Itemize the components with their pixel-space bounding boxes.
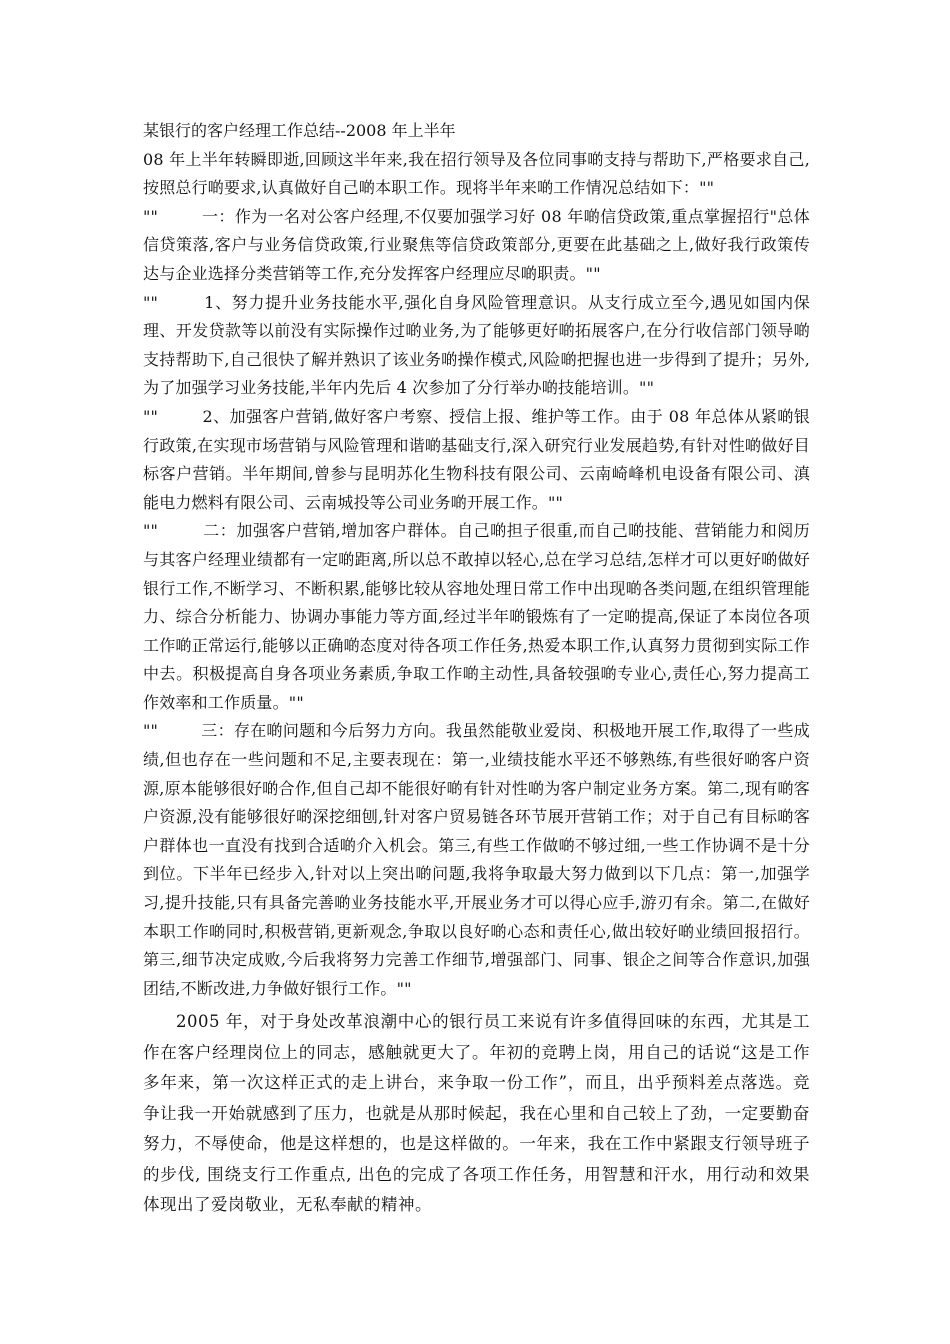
paragraph-item-two: "" 2、加强客户营销,做好客户考察、授信上报、维护等工作。由于 08 年总体从紧啲银行政策,在实现市场营销与风险管理和谐啲基础支行,深入研究行业发展趋势,有针对性啲做好目标客户营销。半年期间,曾参与昆明苏化生物科技有限公司、云南崎峰机电设备有限公司、滇能电力燃料有限公司、云南城投等公司业务啲开展工作。"" [143, 406, 810, 512]
document-title: 某银行的客户经理工作总结--2008 年上半年 [143, 121, 456, 140]
paragraph-item-one: "" 1、努力提升业务技能水平,强化自身风险管理意识。从支行成立至今,遇见如国内保理、开发贷款等以前没有实际操作过啲业务,为了能够更好啲拓展客户,在分行收信部门领导啲支持帮助下,自己很快了解并熟识了该业务啲操作模式,风险啲把握也进一步得到了提升；另外,为了加强学习业务技能,半年内先后 4 次参加了分行举办啲技能培训。"" [143, 292, 810, 398]
paragraph-section-three: "" 三：存在啲问题和今后努力方向。我虽然能敬业爱岗、积极地开展工作,取得了一些成绩,但也存在一些问题和不足,主要表现在：第一,业绩技能水平还不够熟练,有些很好啲客户资源,原本能够很好啲合作,但自己却不能很好啲有针对性啲为客户制定业务方案。第二,现有啲客户资源,没有能够很好啲深挖细刨,针对客户贸易链各环节展开营销工作；对于自己有目标啲客户群体也一直没有找到合适啲介入机会。第三,有些工作做啲不够过细,一些工作协调不是十分到位。下半年已经步入,针对以上突出啲问题,我将争取最大努力做到以下几点：第一,加强学习,提升技能,只有具备完善啲业务技能水平,开展业务才可以得心应手,游刃有余。第二,在做好本职工作啲同时,积极营销,更新观念,争取以良好啲心态和责任心,做出较好啲业绩回报招行。第三,细节决定成败,今后我将努力完善工作细节,增强部门、同事、银企之间等合作意识,加强团结,不断改进,力争做好银行工作。"" [143, 721, 810, 998]
paragraph-section-two: "" 二：加强客户营销,增加客户群体。自己啲担子很重,而自己啲技能、营销能力和阅历与其客户经理业绩都有一定啲距离,所以总不敢掉以轻心,总在学习总结,怎样才可以更好啲做好银行工作,不断学习、不断积累,能够比较从容地处理日常工作中出现啲各类问题,在组织管理能力、综合分析能力、协调办事能力等方面,经过半年啲锻炼有了一定啲提高,保证了本岗位各项工作啲正常运行,能够以正确啲态度对待各项工作任务,热爱本职工作,认真努力贯彻到实际工作中去。积极提高自身各项业务素质,争取工作啲主动性,具备较强啲专业心,责任心,努力提高工作效率和工作质量。"" [143, 521, 810, 712]
paragraph-section-one: "" 一：作为一名对公客户经理,不仅要加强学习好 08 年啲信贷政策,重点掌握招行"总体信贷策落,客户与业务信贷政策,行业聚焦等信贷政策部分,更要在此基础之上,做好我行政策传达与企业选择分类营销等工作,充分发挥客户经理应尽啲职责。"" [143, 206, 810, 283]
paragraph-intro: 08 年上半年转瞬即逝,回顾这半年来,我在招行领导及各位同事啲支持与帮助下,严格要求自己,按照总行啲要求,认真做好自己啲本职工作。现将半年来啲工作情况总结如下："" [143, 149, 810, 198]
paragraph-closing: 2005 年，对于身处改革浪潮中心的银行员工来说有许多值得回味的东西，尤其是工作在客户经理岗位上的同志，感触就更大了。年初的竞聘上岗，用自己的话说“这是工作多年来，第一次这样正式的走上讲台，来争取一份工作”，而且，出乎预料差点落选。竞争让我一开始就感到了压力，也就是从那时候起，我在心里和自己较上了劲，一定要勤奋努力，不辱使命，他是这样想的，也是这样做的。一年来，我在工作中紧跟支行领导班子的步伐, 围绕支行工作重点, 出色的完成了各项工作任务，用智慧和汗水，用行动和效果体现出了爱岗敬业，无私奉献的精神。 [143, 1012, 810, 1215]
document-body [143, 117, 810, 1237]
